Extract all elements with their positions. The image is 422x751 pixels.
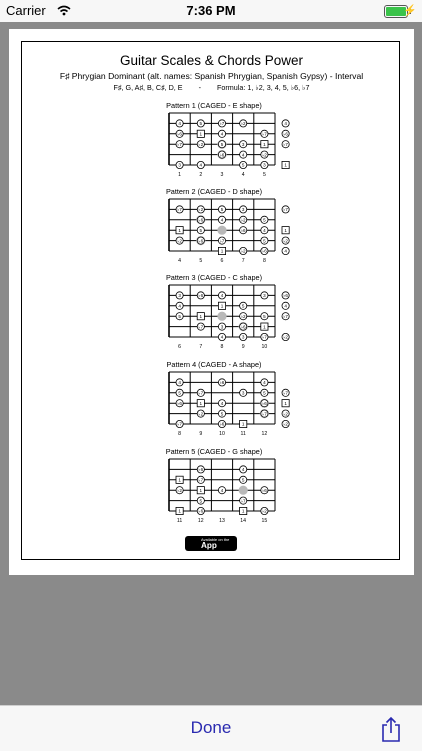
- interval-label: 1: [178, 477, 181, 483]
- interval-label: ♭2: [283, 238, 288, 244]
- interval-label: ♭2: [198, 411, 204, 417]
- interval-label: 5: [241, 303, 245, 309]
- interval-label: 3: [263, 293, 266, 299]
- separator: -: [198, 83, 201, 92]
- interval-label: 3: [241, 390, 245, 396]
- interval-label: ♭6: [240, 227, 246, 233]
- interval-label: ♭7: [177, 421, 182, 427]
- interval-label: 1: [178, 227, 181, 233]
- interval-label: 4: [241, 152, 245, 158]
- share-icon[interactable]: [380, 716, 402, 742]
- interval-label: 5: [199, 121, 203, 127]
- interval-label: ♭6: [198, 467, 204, 473]
- interval-label: 1: [220, 248, 224, 254]
- fret-number: 9: [199, 431, 203, 437]
- interval-label: 1: [241, 421, 245, 427]
- interval-label: 1: [284, 227, 287, 233]
- interval-label: 5: [263, 238, 266, 244]
- interval-label: ♭2: [262, 152, 267, 158]
- interval-label: 4: [220, 217, 224, 223]
- interval-label: 3: [220, 324, 224, 330]
- done-button[interactable]: Done: [190, 718, 232, 737]
- fret-number: 5: [199, 258, 203, 264]
- interval-label: 4: [220, 131, 224, 137]
- pdf-page[interactable]: [9, 29, 414, 575]
- interval-label: 5: [220, 207, 224, 213]
- interval-label: ♭2: [262, 508, 267, 514]
- fret-number: 8: [220, 344, 224, 350]
- interval-label: ♭2: [240, 217, 246, 223]
- pattern-2: [134, 187, 294, 269]
- interval-label: 5: [263, 390, 266, 396]
- pattern-label: Pattern 3 (CAGED - C shape): [165, 273, 263, 282]
- interval-label: ♭6: [198, 217, 204, 223]
- interval-label: 5: [263, 217, 266, 223]
- interval-label: ♭7: [198, 324, 204, 330]
- pattern-label: Pattern 5 (CAGED - G shape): [165, 447, 263, 456]
- interval-label: 1: [284, 400, 287, 406]
- interval-label: 1: [284, 162, 287, 168]
- carrier-label: Carrier: [6, 3, 46, 18]
- interval-label: ♭7: [283, 390, 288, 396]
- charging-icon: ⚡: [403, 5, 417, 17]
- interval-label: ♭2: [240, 121, 246, 127]
- fret-number: 10: [219, 431, 225, 437]
- interval-label: ♭6: [283, 293, 288, 299]
- root-highlight: [239, 486, 248, 495]
- fret-number: 3: [220, 172, 224, 178]
- root-highlight: [217, 312, 226, 321]
- interval-label: ♭7: [177, 207, 182, 213]
- pattern-3: [134, 273, 294, 355]
- interval-label: ♭6: [198, 508, 204, 514]
- fretboard-diagram: [134, 283, 294, 355]
- interval-label: ♭7: [262, 334, 267, 340]
- interval-label: ♭6: [198, 238, 204, 244]
- interval-label: 4: [263, 227, 266, 233]
- interval-label: 4: [284, 248, 287, 254]
- interval-label: ♭6: [219, 380, 225, 386]
- interval-label: ♭7: [283, 207, 288, 213]
- interval-label: ♭7: [283, 313, 288, 319]
- interval-label: 5: [199, 498, 203, 504]
- fret-number: 8: [262, 258, 266, 264]
- interval-label: 5: [241, 162, 245, 168]
- interval-label: 3: [241, 207, 245, 213]
- scale-formula: Formula: 1, ♭2, 3, 4, 5, ♭6, ♭7: [217, 83, 310, 92]
- interval-label: 1: [178, 508, 181, 514]
- interval-label: 3: [241, 334, 245, 340]
- interval-label: ♭7: [283, 141, 288, 147]
- page-title: Guitar Scales & Chords Power: [119, 53, 304, 68]
- scale-notes-line: [9, 83, 414, 92]
- fret-number: 13: [219, 518, 225, 524]
- fret-number: 6: [178, 344, 182, 350]
- interval-label: 3: [241, 141, 245, 147]
- interval-label: ♭6: [240, 324, 246, 330]
- interval-label: ♭2: [283, 334, 288, 340]
- pattern-label: Pattern 1 (CAGED - E shape): [166, 101, 262, 110]
- interval-label: ♭6: [177, 400, 182, 406]
- fret-number: 7: [241, 258, 245, 264]
- interval-label: 4: [220, 487, 224, 493]
- fret-number: 5: [262, 172, 266, 178]
- interval-label: 4: [178, 303, 181, 309]
- interval-label: 1: [199, 487, 203, 493]
- interval-label: 5: [178, 390, 181, 396]
- fret-number: 15: [261, 518, 268, 524]
- fretboard-diagram: [134, 457, 294, 529]
- interval-label: 1: [263, 141, 266, 147]
- interval-label: ♭7: [262, 411, 267, 417]
- interval-label: 4: [284, 121, 287, 127]
- interval-label: ♭7: [198, 477, 204, 483]
- badge-caption: Available on the: [201, 537, 230, 542]
- interval-label: 4: [220, 334, 224, 340]
- interval-label: 5: [199, 227, 203, 233]
- fret-number: 11: [240, 431, 246, 437]
- interval-label: 1: [263, 324, 266, 330]
- interval-label: 4: [263, 380, 266, 386]
- fret-number: 8: [178, 431, 182, 437]
- fret-number: 12: [197, 518, 204, 524]
- interval-label: ♭6: [219, 421, 225, 427]
- fret-number: 12: [261, 431, 268, 437]
- interval-label: ♭7: [219, 121, 225, 127]
- pattern-label: Pattern 4 (CAGED - A shape): [166, 360, 262, 369]
- interval-label: 5: [241, 477, 245, 483]
- interval-label: ♭7: [198, 390, 204, 396]
- fretboard-diagram: [134, 370, 294, 442]
- fret-number: 14: [240, 518, 247, 524]
- interval-label: 3: [178, 162, 181, 168]
- badge-store-name: App Store: [201, 541, 222, 559]
- clock: 7:36 PM: [186, 3, 236, 18]
- fret-number: 4: [178, 258, 182, 264]
- interval-label: ♭7: [262, 131, 267, 137]
- interval-label: 5: [178, 313, 181, 319]
- interval-label: ♭2: [240, 248, 246, 254]
- fretboard-diagram: [134, 111, 294, 183]
- interval-label: 4: [220, 293, 224, 299]
- interval-label: 1: [220, 303, 224, 309]
- pattern-5: [134, 447, 294, 529]
- interval-label: ♭7: [177, 141, 182, 147]
- interval-label: 5: [263, 313, 266, 319]
- interval-label: 1: [199, 313, 203, 319]
- interval-label: ♭2: [198, 207, 204, 213]
- interval-label: ♭2: [283, 411, 288, 417]
- scale-subtitle: F♯ Phrygian Dominant (alt. names: Spanish Phrygian, Spanish Gypsy) - Interval: [59, 71, 364, 81]
- interval-label: ♭6: [219, 152, 225, 158]
- fret-number: 7: [199, 344, 203, 350]
- interval-label: ♭2: [177, 487, 182, 493]
- fret-number: 4: [241, 172, 245, 178]
- interval-label: ♭7: [240, 498, 246, 504]
- status-bar: [0, 0, 422, 22]
- interval-label: ♭6: [262, 248, 267, 254]
- pattern-1: [134, 101, 294, 183]
- interval-label: 4: [178, 121, 181, 127]
- interval-label: 3: [178, 293, 181, 299]
- interval-label: 1: [199, 400, 203, 406]
- interval-label: ♭2: [177, 238, 182, 244]
- interval-label: ♭6: [262, 487, 267, 493]
- interval-label: 4: [199, 162, 203, 168]
- interval-label: 4: [284, 303, 287, 309]
- interval-label: 4: [241, 467, 245, 473]
- fret-number: 10: [261, 344, 268, 350]
- pattern-label: Pattern 2 (CAGED - D shape): [165, 187, 263, 196]
- app-store-badge[interactable]: [185, 536, 237, 559]
- fret-number: 11: [176, 518, 183, 524]
- interval-label: 1: [241, 508, 245, 514]
- fret-number: 1: [178, 172, 182, 178]
- fretboard-diagram: [134, 197, 294, 269]
- interval-label: ♭7: [219, 238, 225, 244]
- interval-label: ♭6: [177, 131, 182, 137]
- interval-label: ♭6: [198, 293, 204, 299]
- interval-label: ♭2: [240, 313, 246, 319]
- fret-number: 9: [241, 344, 245, 350]
- interval-label: 5: [220, 141, 224, 147]
- fret-number: 2: [199, 172, 203, 178]
- interval-label: 1: [199, 131, 203, 137]
- fret-number: 6: [220, 258, 224, 264]
- interval-label: 3: [263, 162, 266, 168]
- interval-label: ♭6: [262, 400, 267, 406]
- interval-label: 5: [220, 411, 224, 417]
- interval-label: ♭2: [283, 421, 288, 427]
- scale-notes: F♯, G, A♯, B, C♯, D, E: [113, 83, 183, 92]
- bottom-toolbar: [0, 705, 422, 751]
- interval-label: 4: [220, 400, 224, 406]
- interval-label: 4: [178, 380, 181, 386]
- root-highlight: [217, 226, 226, 235]
- interval-label: ♭2: [198, 141, 204, 147]
- interval-label: ♭6: [283, 131, 288, 137]
- pattern-4: [134, 360, 294, 442]
